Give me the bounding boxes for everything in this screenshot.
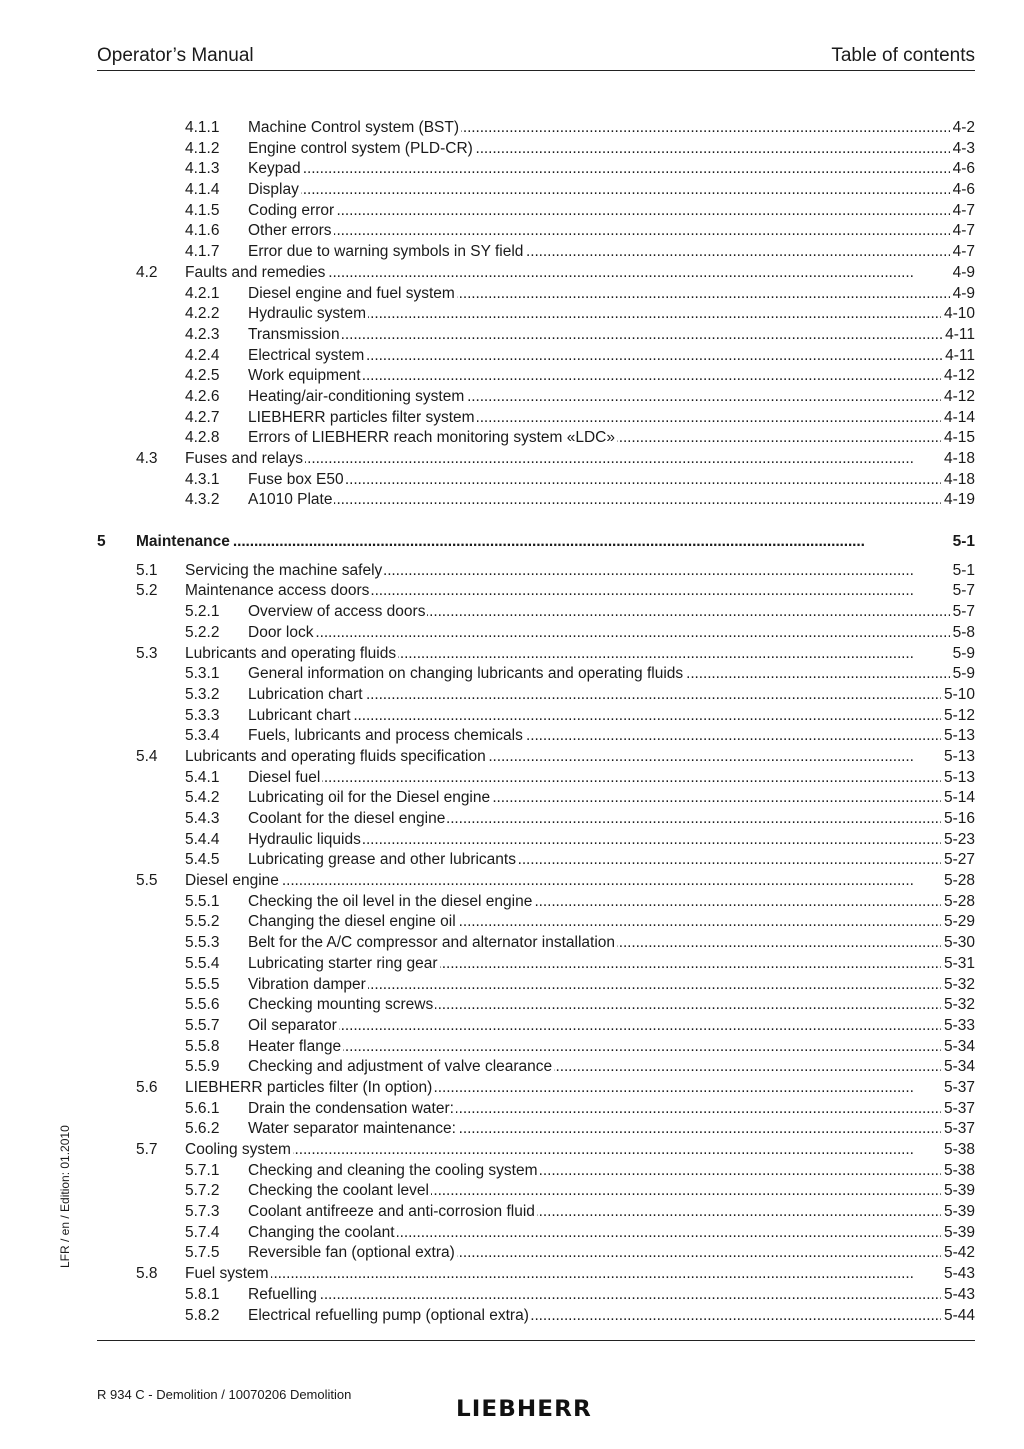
toc-entry[interactable] bbox=[97, 644, 975, 665]
toc-entry-number: 5 bbox=[97, 533, 106, 551]
toc-entry-page: 5-23 bbox=[941, 830, 975, 851]
toc-entry-title: Checking mounting screws bbox=[248, 996, 434, 1014]
toc-entry[interactable] bbox=[97, 664, 975, 685]
toc-entry[interactable] bbox=[97, 1202, 975, 1223]
toc-entry-number: 4.2.7 bbox=[185, 408, 220, 426]
toc-entry-page: 5-9 bbox=[950, 644, 975, 665]
toc-entry-title: Checking and cleaning the cooling system bbox=[248, 1161, 538, 1179]
toc-entry-leader bbox=[185, 644, 975, 665]
toc-entry-number: 4.3.2 bbox=[185, 491, 220, 509]
toc-entry-title: Hydraulic liquids bbox=[248, 830, 361, 848]
toc-entry-title: Water separator maintenance: bbox=[248, 1120, 456, 1138]
toc-entry-leader bbox=[248, 768, 975, 789]
toc-entry[interactable] bbox=[97, 830, 975, 851]
footer-divider bbox=[97, 1340, 975, 1341]
toc-entry-page: 4-7 bbox=[950, 242, 975, 263]
toc-entry-title: General information on changing lubricants and operating fluids bbox=[248, 665, 684, 683]
toc-entry-leader bbox=[248, 1057, 975, 1078]
toc-entry-title: Maintenance access doors bbox=[185, 582, 370, 600]
toc-entry-leader bbox=[248, 623, 975, 644]
toc-entry-number: 5.5.5 bbox=[185, 975, 220, 993]
toc-entry[interactable] bbox=[97, 201, 975, 222]
toc-entry[interactable] bbox=[97, 871, 975, 892]
toc-entry-page: 5-32 bbox=[941, 975, 975, 996]
toc-entry[interactable] bbox=[97, 747, 975, 768]
toc-entry-number: 5.5.6 bbox=[185, 996, 220, 1014]
toc-entry-page: 5-9 bbox=[950, 664, 975, 685]
toc-entry-number: 4.2.2 bbox=[185, 305, 220, 323]
toc-entry-number: 5.2.2 bbox=[185, 623, 220, 641]
toc-entry-number: 5.5.2 bbox=[185, 913, 220, 931]
toc-entry-page: 5-7 bbox=[950, 602, 975, 623]
edition-label: LFR / en / Edition: 01.2010 bbox=[58, 1125, 72, 1268]
toc-entry-page: 5-39 bbox=[941, 1202, 975, 1223]
toc-entry-leader bbox=[248, 325, 975, 346]
toc-entry-leader bbox=[248, 490, 975, 511]
toc-entry-page: 4-7 bbox=[950, 221, 975, 242]
toc-entry[interactable] bbox=[97, 1285, 975, 1306]
toc-entry[interactable] bbox=[97, 490, 975, 511]
toc-entry-leader bbox=[248, 180, 975, 201]
toc-entry-leader bbox=[248, 933, 975, 954]
toc-entry-number: 4.1.1 bbox=[185, 119, 220, 136]
toc-entry-title: Checking and adjustment of valve clearance bbox=[248, 1058, 553, 1076]
toc-entry-number: 5.5.1 bbox=[185, 892, 220, 910]
toc-entry-leader bbox=[248, 304, 975, 325]
toc-entry[interactable] bbox=[97, 304, 975, 325]
toc-entry-title: Refuelling bbox=[248, 1285, 317, 1303]
toc-entry-leader bbox=[248, 470, 975, 491]
toc-entry-title: Coolant antifreeze and anti-corrosion fluid bbox=[248, 1203, 535, 1221]
toc-entry-number: 4.1.3 bbox=[185, 160, 220, 178]
toc-entry-page: 4-9 bbox=[950, 284, 975, 305]
toc-entry-leader bbox=[248, 1099, 975, 1120]
toc-entry-title: Lubrication chart bbox=[248, 685, 363, 703]
toc-entry-title: Heater flange bbox=[248, 1037, 342, 1055]
toc-entry-leader bbox=[248, 1119, 975, 1140]
toc-entry-number: 5.1 bbox=[136, 561, 158, 579]
toc-entry-page: 5-43 bbox=[941, 1285, 975, 1306]
toc-entry-page: 5-1 bbox=[950, 532, 975, 553]
toc-entry-title: Fuse box E50 bbox=[248, 470, 344, 488]
toc-entry-number: 4.1.7 bbox=[185, 243, 220, 261]
toc-entry-leader bbox=[248, 850, 975, 871]
toc-entry-page: 5-29 bbox=[941, 912, 975, 933]
toc-entry-number: 5.3.3 bbox=[185, 706, 220, 724]
toc-entry-number: 4.3 bbox=[136, 450, 158, 467]
toc-entry-leader bbox=[185, 1140, 975, 1161]
toc-entry[interactable] bbox=[97, 1161, 975, 1182]
toc-entry[interactable] bbox=[97, 428, 975, 449]
toc-entry-leader bbox=[248, 159, 975, 180]
toc-entry-page: 5-13 bbox=[941, 726, 975, 747]
toc-entry[interactable] bbox=[97, 242, 975, 263]
toc-entry-title: Machine Control system (BST) bbox=[248, 119, 460, 136]
toc-entry-number: 5.3.2 bbox=[185, 685, 220, 703]
toc-entry-title: Electrical refuelling pump (optional extra) bbox=[248, 1306, 529, 1324]
toc-entry-title: Transmission bbox=[248, 325, 340, 343]
toc-entry-page: 5-39 bbox=[941, 1223, 975, 1244]
toc-entry-page: 5-43 bbox=[941, 1264, 975, 1285]
toc-entry-title: Coolant for the diesel engine bbox=[248, 810, 446, 827]
toc-entry-number: 4.2.3 bbox=[185, 325, 220, 343]
toc-entry-leader bbox=[185, 747, 975, 768]
toc-entry[interactable] bbox=[97, 159, 975, 180]
toc-entry-leader bbox=[248, 139, 975, 160]
toc-entry-leader bbox=[136, 532, 975, 553]
toc-entry-title: Faults and remedies bbox=[185, 263, 326, 281]
toc-entry-title: Display bbox=[248, 181, 299, 199]
toc-entry-number: 4.3.1 bbox=[185, 470, 220, 488]
toc-entry-title: Error due to warning symbols in SY field bbox=[248, 243, 524, 261]
toc-entry-leader bbox=[248, 726, 975, 747]
toc-entry-leader bbox=[248, 912, 975, 933]
toc-entry-title: Reversible fan (optional extra) bbox=[248, 1244, 455, 1262]
toc-entry-page: 4-6 bbox=[950, 159, 975, 180]
toc-entry[interactable] bbox=[97, 768, 975, 789]
toc-entry-leader bbox=[248, 118, 975, 139]
toc-entry-number: 4.2.5 bbox=[185, 367, 220, 385]
toc-entry-leader bbox=[248, 954, 975, 975]
toc-entry-page: 4-15 bbox=[941, 428, 975, 449]
toc-entry-title: Lubricating oil for the Diesel engine bbox=[248, 789, 491, 807]
toc-entry-page: 5-28 bbox=[941, 871, 975, 892]
toc-entry[interactable] bbox=[97, 1037, 975, 1058]
toc-entry-page: 5-37 bbox=[941, 1119, 975, 1140]
toc-entry-number: 5.7 bbox=[136, 1141, 158, 1158]
toc-entry-leader bbox=[248, 1243, 975, 1264]
toc-entry[interactable] bbox=[97, 1016, 975, 1037]
toc-entry-leader bbox=[248, 664, 975, 685]
toc-entry-leader bbox=[248, 387, 975, 408]
toc-entry-number: 5.7.1 bbox=[185, 1161, 220, 1179]
toc-entry-title: Heating/air-conditioning system bbox=[248, 387, 465, 405]
toc-entry[interactable] bbox=[97, 1078, 975, 1099]
toc-entry-number: 5.8.2 bbox=[185, 1306, 220, 1324]
toc-entry-page: 4-11 bbox=[942, 346, 975, 367]
toc-entry-page: 5-27 bbox=[941, 850, 975, 871]
toc-entry-leader bbox=[248, 1037, 975, 1058]
toc-entry-number: 5.3.4 bbox=[185, 727, 220, 745]
toc-entry-page: 5-34 bbox=[941, 1057, 975, 1078]
toc-entry-page: 5-34 bbox=[941, 1037, 975, 1058]
toc-entry-number: 5.5.7 bbox=[185, 1016, 220, 1034]
toc-entry-number: 5.7.4 bbox=[185, 1223, 220, 1241]
toc-entry-leader bbox=[185, 1264, 975, 1285]
toc-entry-page: 5-37 bbox=[941, 1099, 975, 1120]
toc-entry[interactable] bbox=[97, 1243, 975, 1264]
toc-entry[interactable] bbox=[97, 325, 975, 346]
toc-entry-title: Maintenance bbox=[136, 533, 230, 551]
toc-entry-title: Belt for the A/C compressor and alternator installation bbox=[248, 934, 616, 952]
toc-entry-leader bbox=[248, 1181, 975, 1202]
toc-entry-page: 4-9 bbox=[950, 263, 975, 284]
toc-entry-page: 5-10 bbox=[941, 685, 975, 706]
toc-entry[interactable] bbox=[97, 139, 975, 160]
toc-entry[interactable] bbox=[97, 449, 975, 470]
toc-entry[interactable] bbox=[97, 581, 975, 602]
toc-entry-number: 5.7.2 bbox=[185, 1182, 220, 1200]
toc-entry-page: 4-19 bbox=[941, 490, 975, 511]
toc-entry-number: 4.1.5 bbox=[185, 201, 220, 219]
toc-entry-leader bbox=[248, 408, 975, 429]
toc-entry-page: 5-13 bbox=[941, 768, 975, 789]
toc-entry-leader bbox=[248, 975, 975, 996]
toc-entry-page: 4-7 bbox=[950, 201, 975, 222]
toc-entry-page: 4-10 bbox=[941, 304, 975, 325]
toc-entry-title: Diesel fuel bbox=[248, 768, 321, 786]
toc-entry-title: Engine control system (PLD-CR) bbox=[248, 139, 473, 157]
toc-entry-number: 5.6 bbox=[136, 1078, 158, 1096]
toc-entry-title: Fuel system bbox=[185, 1265, 269, 1283]
toc-entry-title: Lubricants and operating fluids specification bbox=[185, 747, 486, 765]
toc-entry[interactable] bbox=[97, 263, 975, 284]
toc-entry[interactable] bbox=[97, 1181, 975, 1202]
toc-entry-page: 4-11 bbox=[942, 325, 975, 346]
toc-entry-number: 4.2.1 bbox=[185, 284, 220, 302]
toc-entry-number: 5.5.3 bbox=[185, 934, 220, 952]
toc-entry-page: 5-31 bbox=[941, 954, 975, 975]
toc-entry[interactable] bbox=[97, 623, 975, 644]
toc-entry-number: 5.6.1 bbox=[185, 1099, 220, 1117]
toc-entry-page: 5-42 bbox=[941, 1243, 975, 1264]
toc-entry[interactable] bbox=[97, 850, 975, 871]
toc-entry-page: 5-37 bbox=[941, 1078, 975, 1099]
toc-entry-title: Electrical system bbox=[248, 346, 365, 364]
toc-entry-page: 4-3 bbox=[950, 139, 975, 160]
toc-entry-leader bbox=[248, 366, 975, 387]
toc-entry-title: Overview of access doors bbox=[248, 603, 426, 621]
toc-entry-number: 5.5.9 bbox=[185, 1058, 220, 1076]
toc-entry-leader bbox=[248, 995, 975, 1016]
toc-entry-page: 5-30 bbox=[941, 933, 975, 954]
toc-entry-title: Coding error bbox=[248, 201, 335, 219]
header-manual-title: Operator’s Manual bbox=[97, 45, 254, 66]
toc-entry[interactable] bbox=[97, 954, 975, 975]
toc-entry-page: 5-32 bbox=[941, 995, 975, 1016]
toc-entry-page: 5-7 bbox=[950, 581, 975, 602]
toc-entry-page: 5-38 bbox=[941, 1161, 975, 1182]
toc-entry-leader bbox=[248, 602, 975, 623]
liebherr-logo: LIEBHERR bbox=[456, 1397, 592, 1422]
toc-entry-leader bbox=[185, 871, 975, 892]
toc-entry[interactable] bbox=[97, 602, 975, 623]
toc-entry-page: 5-16 bbox=[941, 809, 975, 830]
toc-entry[interactable] bbox=[97, 1119, 975, 1140]
toc-entry-title: Errors of LIEBHERR reach monitoring system «LDC» bbox=[248, 429, 615, 447]
toc-entry[interactable] bbox=[97, 284, 975, 305]
toc-entry-number: 4.2 bbox=[136, 263, 158, 281]
toc-entry[interactable] bbox=[97, 387, 975, 408]
toc-entry-number: 5.5 bbox=[136, 872, 158, 890]
toc-entry-number: 5.3.1 bbox=[185, 665, 220, 683]
toc-entry-page: 5-12 bbox=[941, 706, 975, 727]
toc-entry-page: 5-14 bbox=[941, 788, 975, 809]
toc-entry[interactable] bbox=[97, 180, 975, 201]
toc-entry[interactable] bbox=[97, 685, 975, 706]
toc-entry[interactable] bbox=[97, 346, 975, 367]
toc-entry[interactable] bbox=[97, 809, 975, 830]
toc-entry-leader bbox=[248, 346, 975, 367]
toc-entry-title: Checking the coolant level bbox=[248, 1182, 429, 1200]
toc-entry[interactable] bbox=[97, 788, 975, 809]
toc-entry[interactable] bbox=[97, 1264, 975, 1285]
toc-entry-page: 4-14 bbox=[941, 408, 975, 429]
toc-entry-leader bbox=[248, 201, 975, 222]
toc-entry[interactable] bbox=[97, 1057, 975, 1078]
toc-entry-number: 5.4.3 bbox=[185, 810, 220, 827]
toc-entry-title: Work equipment bbox=[248, 367, 361, 385]
toc-entry-title: Diesel engine and fuel system bbox=[248, 284, 455, 302]
toc-entry-page: 4-2 bbox=[950, 118, 975, 139]
toc-entry-number: 5.4.1 bbox=[185, 768, 220, 786]
toc-entry[interactable] bbox=[97, 470, 975, 491]
page-header bbox=[97, 44, 975, 71]
toc-entry-number: 5.4.2 bbox=[185, 789, 220, 807]
toc-entry[interactable] bbox=[97, 1306, 975, 1327]
toc-entry-page: 4-18 bbox=[941, 449, 975, 470]
toc-entry[interactable] bbox=[97, 933, 975, 954]
toc-entry-title: Fuels, lubricants and process chemicals bbox=[248, 727, 523, 745]
toc-entry-leader bbox=[248, 428, 975, 449]
toc-entry[interactable] bbox=[97, 975, 975, 996]
toc-entry-page: 5-33 bbox=[941, 1016, 975, 1037]
toc-entry-leader bbox=[248, 284, 975, 305]
toc-entry-number: 4.2.6 bbox=[185, 387, 220, 405]
toc-entry-number: 5.3 bbox=[136, 644, 158, 662]
header-section-title: Table of contents bbox=[831, 45, 975, 66]
toc-entry-page: 4-18 bbox=[941, 470, 975, 491]
toc-entry[interactable] bbox=[97, 561, 975, 582]
toc-entry-title: Fuses and relays bbox=[185, 450, 304, 467]
toc-entry-leader bbox=[248, 809, 975, 830]
toc-entry-page: 5-39 bbox=[941, 1181, 975, 1202]
toc-entry[interactable] bbox=[97, 532, 975, 553]
toc-entry-number: 5.2.1 bbox=[185, 603, 220, 621]
toc-entry-number: 4.1.4 bbox=[185, 181, 220, 199]
toc-entry-page: 5-1 bbox=[950, 561, 975, 582]
toc-entry-number: 5.8.1 bbox=[185, 1285, 220, 1303]
toc-entry-title: Lubricant chart bbox=[248, 706, 351, 724]
toc-entry-number: 5.5.8 bbox=[185, 1037, 220, 1055]
toc-entry-title: Lubricating grease and other lubricants bbox=[248, 851, 516, 869]
toc-entry-title: LIEBHERR particles filter (In option) bbox=[185, 1078, 433, 1096]
toc-entry-leader bbox=[248, 1202, 975, 1223]
toc-entry-number: 5.7.3 bbox=[185, 1203, 220, 1221]
toc-entry-title: Lubricants and operating fluids bbox=[185, 644, 397, 662]
toc-entry-title: Lubricating starter ring gear bbox=[248, 954, 438, 972]
toc-entry-title: Servicing the machine safely bbox=[185, 561, 383, 579]
toc-entry-number: 5.4.5 bbox=[185, 851, 220, 869]
toc-entry-title: Oil separator bbox=[248, 1016, 337, 1034]
toc-entry-leader bbox=[248, 1285, 975, 1306]
toc-entry-title: Drain the condensation water: bbox=[248, 1099, 454, 1117]
toc-entry[interactable] bbox=[97, 408, 975, 429]
toc-entry-page: 4-12 bbox=[941, 366, 975, 387]
toc-entry-leader bbox=[185, 561, 975, 582]
toc-entry-leader bbox=[248, 1306, 975, 1327]
toc-entry-leader bbox=[248, 221, 975, 242]
toc-entry-page: 5-28 bbox=[941, 892, 975, 913]
toc-entry[interactable] bbox=[97, 892, 975, 913]
toc-entry-number: 5.8 bbox=[136, 1265, 158, 1283]
toc-entry[interactable] bbox=[97, 221, 975, 242]
toc-entry-page: 5-8 bbox=[950, 623, 975, 644]
toc-entry[interactable] bbox=[97, 706, 975, 727]
toc-entry[interactable] bbox=[97, 912, 975, 933]
toc-entry-leader bbox=[248, 685, 975, 706]
toc-entry-title: Changing the diesel engine oil bbox=[248, 913, 456, 931]
toc-entry-title: Door lock bbox=[248, 623, 314, 641]
toc-entry-leader bbox=[248, 830, 975, 851]
toc-entry-leader bbox=[185, 263, 975, 284]
toc-entry-page: 4-6 bbox=[950, 180, 975, 201]
toc-entry-number: 5.6.2 bbox=[185, 1120, 220, 1138]
toc-entry-leader bbox=[248, 892, 975, 913]
table-of-contents bbox=[97, 118, 975, 1326]
toc-entry-title: A1010 Plate bbox=[248, 491, 333, 509]
toc-entry-title: Vibration damper bbox=[248, 975, 366, 993]
toc-entry-leader bbox=[248, 1016, 975, 1037]
toc-entry-number: 5.5.4 bbox=[185, 954, 220, 972]
footer-model-text: R 934 C - Demolition / 10070206 Demolition bbox=[97, 1387, 352, 1402]
toc-entry-leader bbox=[185, 449, 975, 470]
toc-entry-number: 4.2.8 bbox=[185, 429, 220, 447]
toc-entry-number: 4.2.4 bbox=[185, 346, 220, 364]
toc-entry-leader bbox=[248, 1223, 975, 1244]
toc-entry-number: 5.7.5 bbox=[185, 1244, 220, 1262]
toc-entry[interactable] bbox=[97, 1223, 975, 1244]
toc-entry[interactable] bbox=[97, 1140, 975, 1161]
toc-entry-number: 5.4 bbox=[136, 747, 158, 765]
toc-entry-page: 4-12 bbox=[941, 387, 975, 408]
toc-entry-number: 4.1.6 bbox=[185, 222, 220, 240]
toc-entry-title: Cooling system bbox=[185, 1141, 291, 1158]
toc-entry[interactable] bbox=[97, 1099, 975, 1120]
toc-entry-leader bbox=[248, 706, 975, 727]
toc-entry-leader bbox=[248, 1161, 975, 1182]
toc-entry-title: Keypad bbox=[248, 160, 301, 178]
toc-entry-page: 5-44 bbox=[941, 1306, 975, 1327]
toc-entry-title: Hydraulic system bbox=[248, 305, 366, 323]
toc-entry-number: 4.1.2 bbox=[185, 139, 220, 157]
toc-entry-title: Checking the oil level in the diesel engine bbox=[248, 892, 533, 910]
toc-entry-leader bbox=[185, 581, 975, 602]
toc-entry-number: 5.4.4 bbox=[185, 830, 220, 848]
toc-entry-title: Diesel engine bbox=[185, 872, 279, 890]
toc-entry[interactable] bbox=[97, 726, 975, 747]
toc-entry[interactable] bbox=[97, 118, 975, 139]
toc-entry-leader bbox=[248, 788, 975, 809]
toc-entry-leader bbox=[248, 242, 975, 263]
toc-entry-leader bbox=[185, 1078, 975, 1099]
toc-entry[interactable] bbox=[97, 995, 975, 1016]
toc-entry-page: 5-38 bbox=[941, 1140, 975, 1161]
toc-entry-page: 5-13 bbox=[941, 747, 975, 768]
toc-entry-title: Other errors bbox=[248, 222, 332, 240]
toc-entry[interactable] bbox=[97, 366, 975, 387]
toc-entry-title: Changing the coolant bbox=[248, 1223, 395, 1241]
toc-entry-number: 5.2 bbox=[136, 582, 158, 600]
toc-entry-title: LIEBHERR particles filter system bbox=[248, 408, 475, 426]
